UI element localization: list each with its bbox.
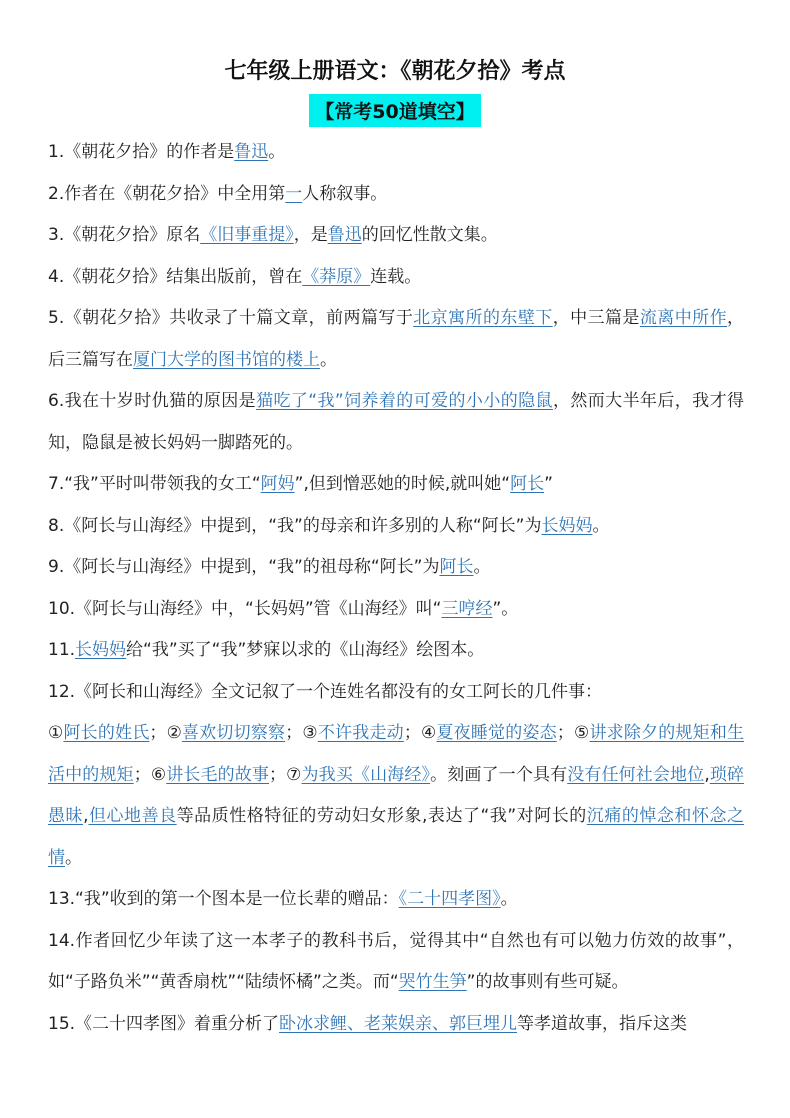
question-text: 给“我”买了“我”梦寐以求的《山海经》绘图本。 — [126, 640, 485, 660]
answer-text: 琐碎愚昧 — [48, 764, 745, 826]
question-item — [48, 713, 744, 879]
question-text: 等孝道故事，指斥这类 — [517, 1013, 688, 1034]
answer-text: 夏夜睡觉的姿态 — [436, 723, 557, 743]
question-text: ，然而大半年后，我才得知，隐鼠是被长妈妈一脚踏死的。 — [48, 391, 744, 453]
question-text: 。 — [500, 889, 518, 909]
question-item — [48, 630, 744, 672]
question-text: 10.《阿长与山海经》中，“长妈妈”管《山海经》叫“ — [48, 598, 442, 619]
answer-text: 长妈妈 — [75, 640, 127, 660]
question-item — [48, 298, 744, 381]
question-text: 13.“我”收到的第一个图本是一位长辈的赠品： — [48, 889, 399, 909]
answer-text: 讲求除夕的规矩和生活中的规矩 — [48, 723, 745, 785]
question-text: 9.《阿长与山海经》中提到，“我”的祖母称“阿长”为 — [48, 557, 440, 577]
question-text: 连载。 — [370, 266, 422, 287]
question-text: 11. — [48, 640, 76, 660]
answer-text: 讲长毛的故事 — [166, 764, 270, 785]
answer-text: 一 — [285, 183, 303, 204]
question-text: ”,但到憎恶她的时候,就叫她“ — [294, 474, 511, 494]
question-text: 4.《朝花夕拾》结集出版前，曾在 — [48, 266, 303, 287]
answer-text: 北京寓所的东壁下 — [413, 308, 553, 328]
answer-text: 为我买《山海经》 — [301, 764, 431, 785]
question-text: 6.我在十岁时仇猫的原因是 — [48, 391, 257, 411]
question-text: ① — [48, 723, 64, 743]
question-text: 12.《阿长和山海经》全文记叙了一个连姓名都没有的女工阿长的几件事： — [48, 681, 603, 702]
question-text: ”。 — [492, 598, 519, 619]
answer-text: 没有任何社会地位 — [567, 764, 705, 785]
question-item — [48, 547, 744, 589]
answer-text: 流离中所作 — [639, 308, 728, 328]
answer-text: 阿妈 — [260, 474, 295, 494]
question-item — [48, 381, 744, 464]
answer-text: 《旧事重提》 — [200, 225, 294, 245]
question-text: ，是 — [293, 225, 328, 245]
answer-text: 鲁迅 — [327, 225, 362, 245]
subtitle-container — [0, 94, 790, 127]
answer-text: 阿长 — [439, 557, 474, 577]
question-text: ”的故事则有些可疑。 — [466, 972, 629, 992]
question-text: ；③ — [285, 723, 318, 743]
question-text: ；④ — [403, 723, 437, 743]
question-text: 2.作者在《朝花夕拾》中全用第 — [48, 183, 286, 204]
question-text: 。刻画了一个具有 — [430, 764, 568, 785]
answer-text: 鲁迅 — [234, 142, 269, 162]
question-text: ，中三篇是 — [552, 308, 640, 328]
question-text: 14.作者回忆少年读了这一本孝子的教科书后，觉得其中“自然也有可以勉力仿效的故事”，如“子路负米”“黄香扇枕”“陆绩怀橘”之类。而“ — [48, 930, 744, 992]
answer-text: 《二十四孝图》 — [398, 889, 501, 909]
question-text: 。 — [268, 142, 286, 162]
question-text: ；⑦ — [269, 764, 302, 785]
question-text: 的回忆性散文集。 — [361, 225, 498, 245]
page-title: 七年级上册语文：《朝花夕拾》考点 — [224, 59, 566, 84]
question-text: 人称叙事。 — [302, 183, 388, 204]
question-text: ；⑥ — [133, 764, 167, 785]
question-text: 7.“我”平时叫带领我的女工“ — [48, 474, 261, 494]
question-text: ” — [544, 474, 553, 494]
answer-text: 猫吃了“我”饲养着的可爱的小小的隐鼠 — [256, 391, 553, 411]
answer-text: 不许我走动 — [317, 723, 404, 743]
answer-text: 哭竹生笋 — [398, 972, 467, 992]
question-text: 。 — [592, 515, 610, 536]
question-item — [48, 174, 744, 216]
question-item — [48, 464, 744, 506]
question-text: , — [83, 806, 89, 826]
question-item — [48, 132, 744, 174]
question-text: ；② — [149, 723, 183, 743]
question-text: 等品质性格特征的劳动妇女形象,表达了“我”对阿长的 — [176, 806, 587, 826]
question-text: 3.《朝花夕拾》原名 — [48, 225, 201, 245]
question-item — [48, 215, 744, 257]
question-item — [48, 1004, 744, 1046]
question-text: 5.《朝花夕拾》共收录了十篇文章，前两篇写于 — [48, 308, 414, 328]
answer-text: 沉痛的悼念和怀念之情 — [48, 806, 745, 868]
question-text: 1.《朝花夕拾》的作者是 — [48, 142, 235, 162]
subtitle-highlight: 【常考50道填空】 — [309, 94, 480, 127]
answer-text: 长妈妈 — [541, 515, 593, 536]
question-text: 15.《二十四孝图》着重分析了 — [48, 1013, 280, 1034]
question-text: 。 — [473, 557, 491, 577]
answer-text: 《莽原》 — [302, 266, 371, 287]
question-item — [48, 879, 744, 921]
question-text: 8.《阿长与山海经》中提到，“我”的母亲和许多别的人称“阿长”为 — [48, 515, 542, 536]
answer-text: 但心地善良 — [88, 806, 177, 826]
answer-text: 三哼经 — [441, 598, 493, 619]
question-item — [48, 257, 744, 299]
question-item — [48, 921, 744, 1004]
question-text: , — [704, 764, 710, 785]
question-text: ；⑤ — [556, 723, 590, 743]
answer-text: 卧冰求鲤、老莱娱亲、郭巨埋儿 — [279, 1013, 518, 1034]
question-list — [48, 132, 744, 1045]
question-text: ，后三篇写在 — [48, 308, 745, 370]
question-item — [48, 506, 744, 548]
question-item — [48, 589, 744, 631]
answer-text: 厦门大学的图书馆的楼上 — [133, 349, 320, 370]
question-text: 。 — [320, 349, 337, 370]
answer-text: 阿长的姓氏 — [63, 723, 150, 743]
answer-text: 喜欢切切察察 — [182, 723, 286, 743]
question-text: 。 — [65, 847, 82, 868]
answer-text: 阿长 — [510, 474, 545, 494]
question-item — [48, 672, 744, 714]
